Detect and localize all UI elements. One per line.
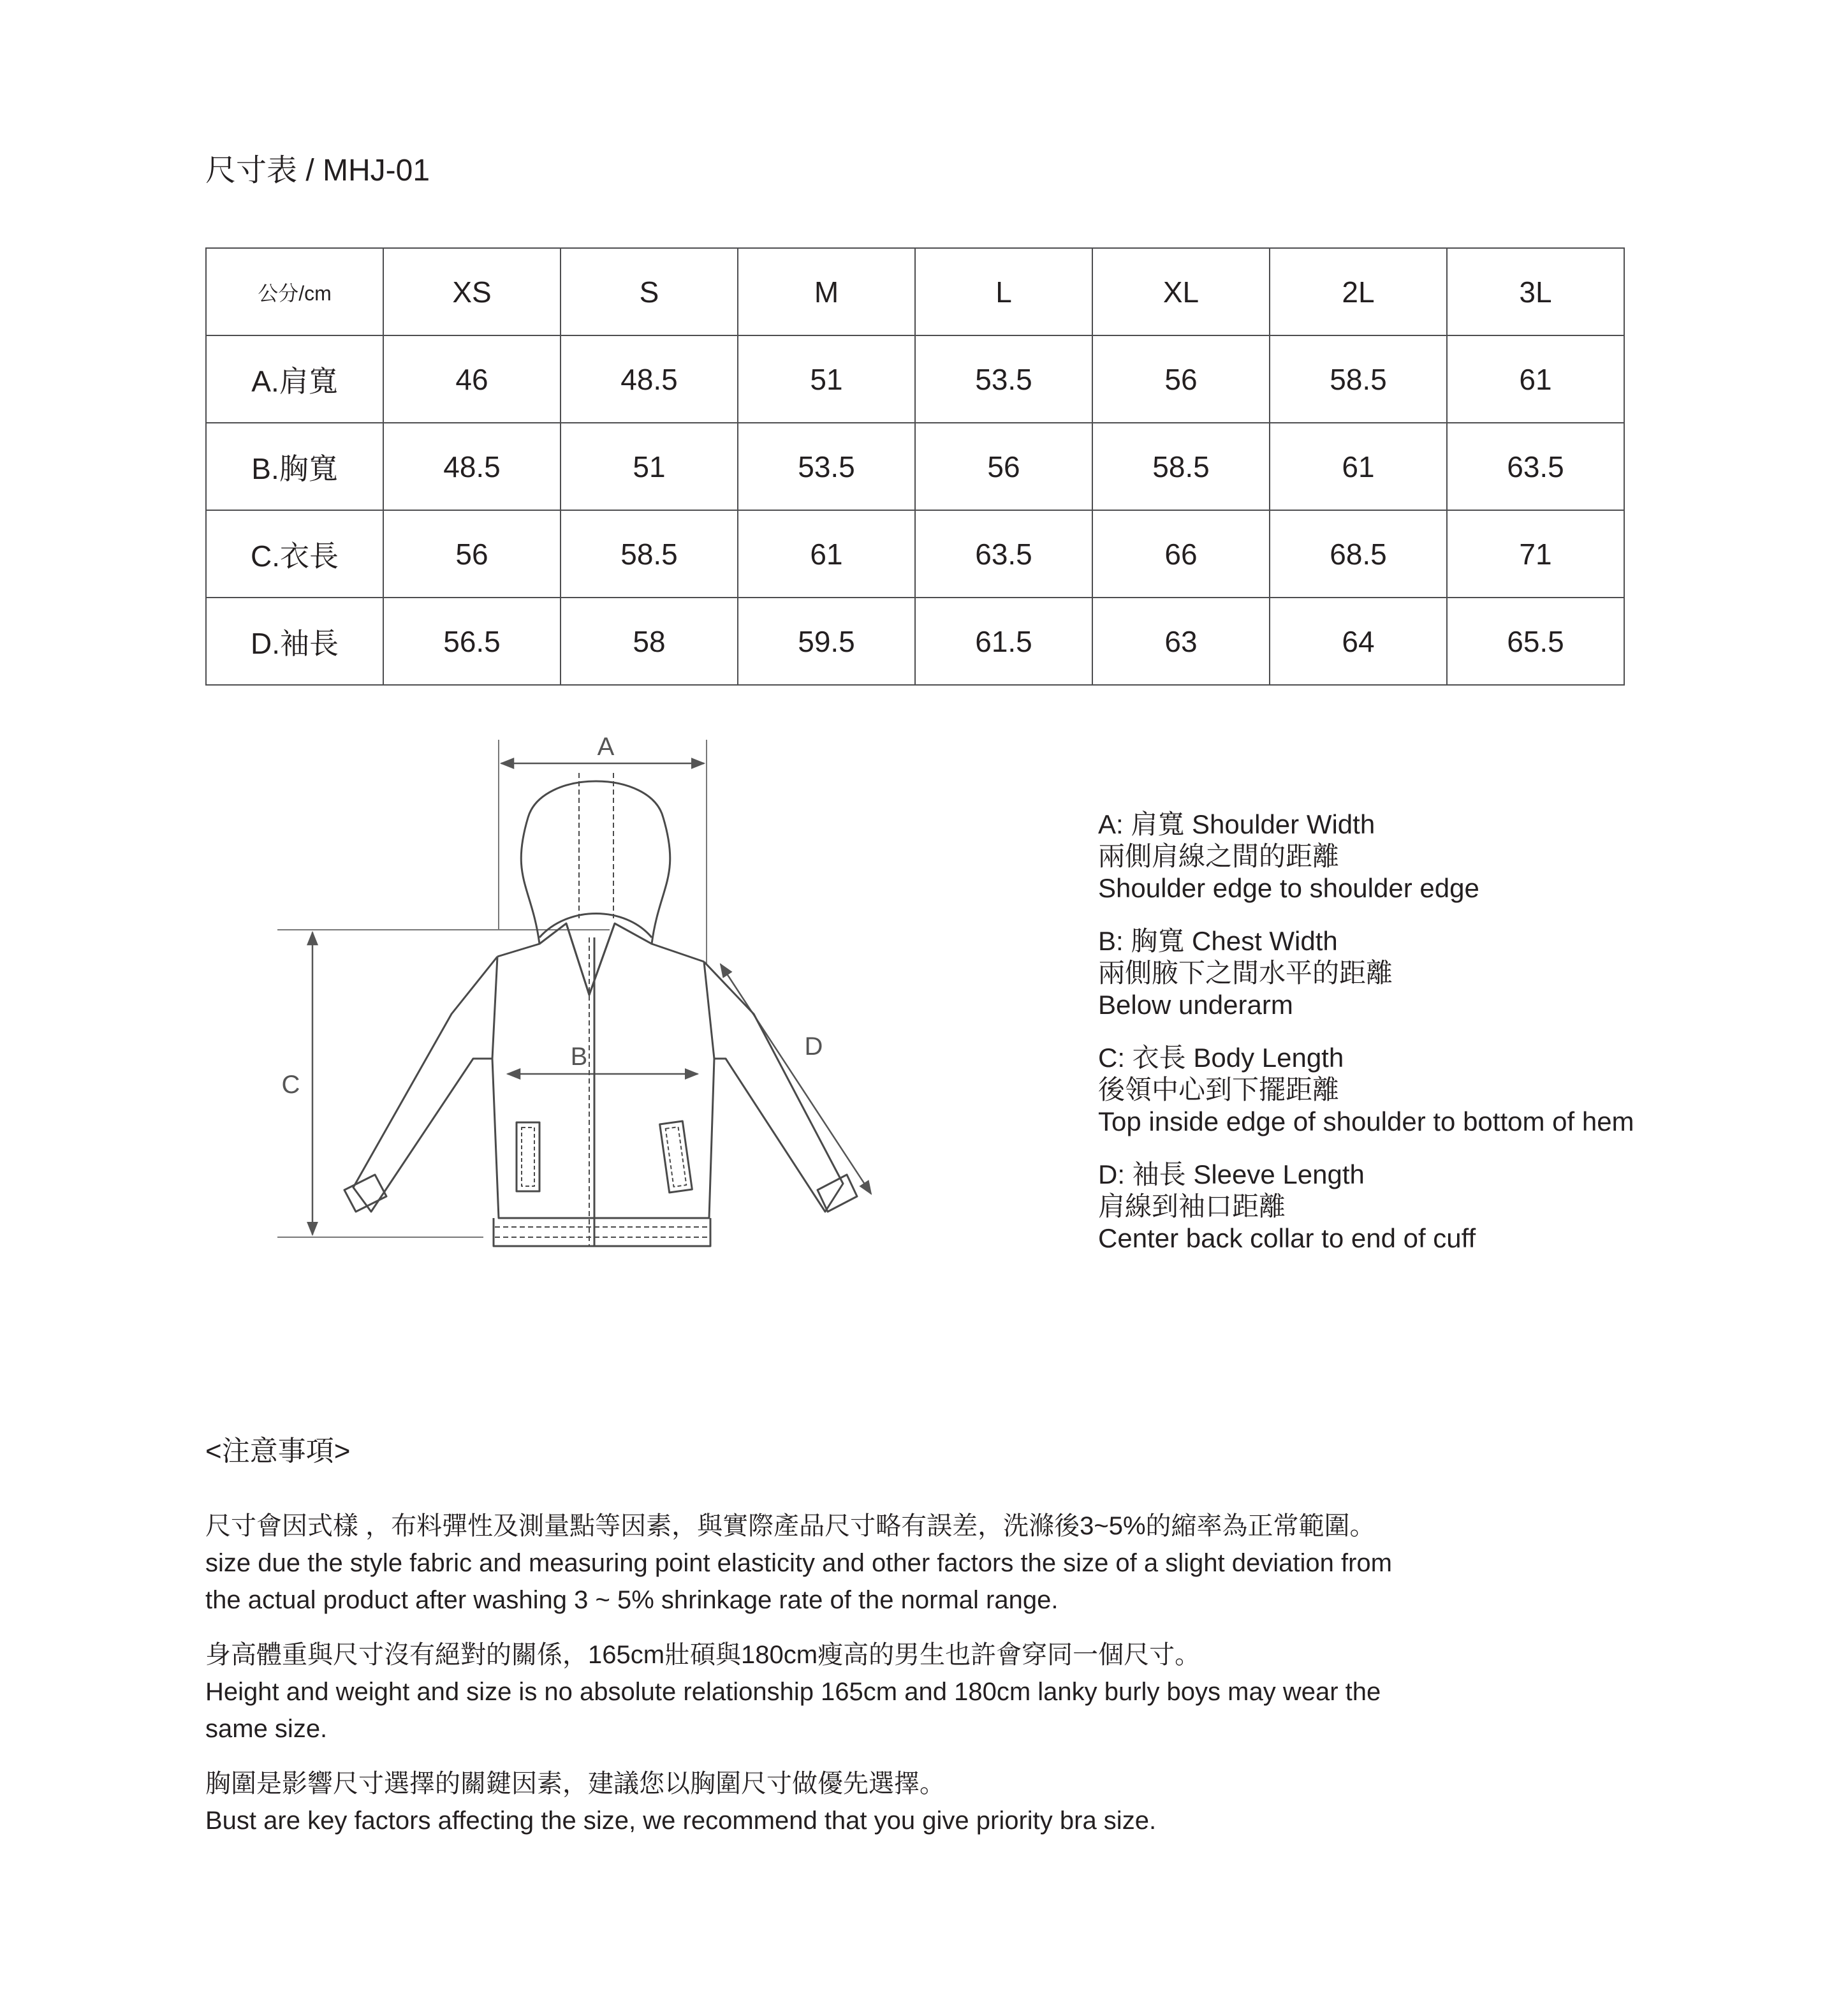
table-cell: 51: [738, 335, 915, 423]
table-cell: 56: [383, 510, 561, 598]
table-cell: 51: [561, 423, 738, 510]
legend-title: C: 衣長 Body Length: [1098, 1043, 1344, 1073]
legend-item-chest: [1098, 925, 1800, 1021]
table-cell: 63: [1092, 598, 1270, 685]
legend-zh: 後領中心到下擺距離: [1098, 1075, 1340, 1105]
size-header: XS: [383, 248, 561, 335]
legend-zh: 兩側肩線之間的距離: [1098, 841, 1340, 871]
size-header: M: [738, 248, 915, 335]
note-en: Bust are key factors affecting the size, we recommend that you give priority bra size.: [205, 1807, 1157, 1835]
table-row: [206, 335, 1624, 423]
note-en: Height and weight and size is no absolute relationship 165cm and 180cm lanky burly boys may wear the same size.: [205, 1678, 1381, 1743]
table-cell: 66: [1092, 510, 1270, 598]
dimension-label-b: B: [570, 1043, 588, 1071]
row-label-sleeve-length: D.袖長: [206, 598, 383, 685]
table-row: [206, 423, 1624, 510]
size-table: [205, 247, 1625, 686]
size-header: 3L: [1447, 248, 1624, 335]
table-cell: 64: [1270, 598, 1447, 685]
legend-en: Center back collar to end of cuff: [1098, 1223, 1476, 1253]
legend-en: Below underarm: [1098, 990, 1293, 1020]
jacket-diagram: [268, 727, 893, 1263]
jacket-outline: [344, 773, 857, 1246]
table-cell: 56: [915, 423, 1092, 510]
size-header: S: [561, 248, 738, 335]
size-header: 2L: [1270, 248, 1447, 335]
legend-item-body-length: [1098, 1042, 1800, 1138]
size-header: L: [915, 248, 1092, 335]
note-paragraph: [205, 1765, 1704, 1839]
unit-header: 公分/cm: [206, 248, 383, 335]
notes-section: [205, 1508, 1704, 1857]
dimension-label-d: D: [804, 1032, 823, 1061]
table-cell: 71: [1447, 510, 1624, 598]
legend-zh: 兩側腋下之間水平的距離: [1098, 958, 1393, 988]
table-cell: 48.5: [561, 335, 738, 423]
table-cell: 56: [1092, 335, 1270, 423]
dimension-label-c: C: [281, 1071, 300, 1099]
measurement-legend: [1098, 809, 1800, 1275]
table-cell: 61: [738, 510, 915, 598]
table-cell: 61: [1447, 335, 1624, 423]
table-header-row: [206, 248, 1624, 335]
legend-en: Shoulder edge to shoulder edge: [1098, 873, 1479, 903]
table-cell: 65.5: [1447, 598, 1624, 685]
note-paragraph: [205, 1636, 1704, 1747]
row-label-chest: B.胸寬: [206, 423, 383, 510]
table-cell: 58: [561, 598, 738, 685]
table-cell: 53.5: [738, 423, 915, 510]
legend-zh: 肩線到袖口距離: [1098, 1191, 1286, 1221]
size-header: XL: [1092, 248, 1270, 335]
note-zh: 身高體重與尺寸沒有絕對的關係，165cm壯碩與180cm瘦高的男生也許會穿同一個尺寸。: [205, 1641, 1201, 1669]
row-label-body-length: C.衣長: [206, 510, 383, 598]
table-row: [206, 510, 1624, 598]
legend-en: Top inside edge of shoulder to bottom of hem: [1098, 1106, 1634, 1136]
table-row: [206, 598, 1624, 685]
table-cell: 59.5: [738, 598, 915, 685]
legend-title: D: 袖長 Sleeve Length: [1098, 1159, 1365, 1189]
table-cell: 56.5: [383, 598, 561, 685]
note-zh: 尺寸會因式樣 ，布料彈性及測量點等因素，與實際產品尺寸略有誤差，洗滌後3~5%的縮率為正常範圍。: [205, 1512, 1375, 1540]
table-cell: 48.5: [383, 423, 561, 510]
legend-title: A: 肩寬 Shoulder Width: [1098, 809, 1375, 839]
page-title: 尺寸表 / MHJ-01: [205, 154, 430, 187]
legend-title: B: 胸寬 Chest Width: [1098, 926, 1338, 956]
table-cell: 58.5: [1092, 423, 1270, 510]
table-cell: 61: [1270, 423, 1447, 510]
dimension-label-a: A: [597, 733, 615, 761]
note-paragraph: [205, 1508, 1704, 1619]
legend-item-shoulder: [1098, 809, 1800, 904]
legend-item-sleeve-length: [1098, 1159, 1800, 1254]
table-cell: 58.5: [561, 510, 738, 598]
table-cell: 68.5: [1270, 510, 1447, 598]
note-zh: 胸圍是影響尺寸選擇的關鍵因素，建議您以胸圍尺寸做優先選擇。: [205, 1770, 945, 1798]
table-cell: 63.5: [1447, 423, 1624, 510]
notes-heading: <注意事項>: [205, 1436, 351, 1467]
table-cell: 58.5: [1270, 335, 1447, 423]
table-cell: 61.5: [915, 598, 1092, 685]
table-cell: 46: [383, 335, 561, 423]
row-label-shoulder: A.肩寬: [206, 335, 383, 423]
table-cell: 53.5: [915, 335, 1092, 423]
note-en: size due the style fabric and measuring point elasticity and other factors the size of a slight deviation from the actual product after washing 3 ~ 5% shrinkage rate of the normal range.: [205, 1549, 1392, 1614]
table-cell: 63.5: [915, 510, 1092, 598]
